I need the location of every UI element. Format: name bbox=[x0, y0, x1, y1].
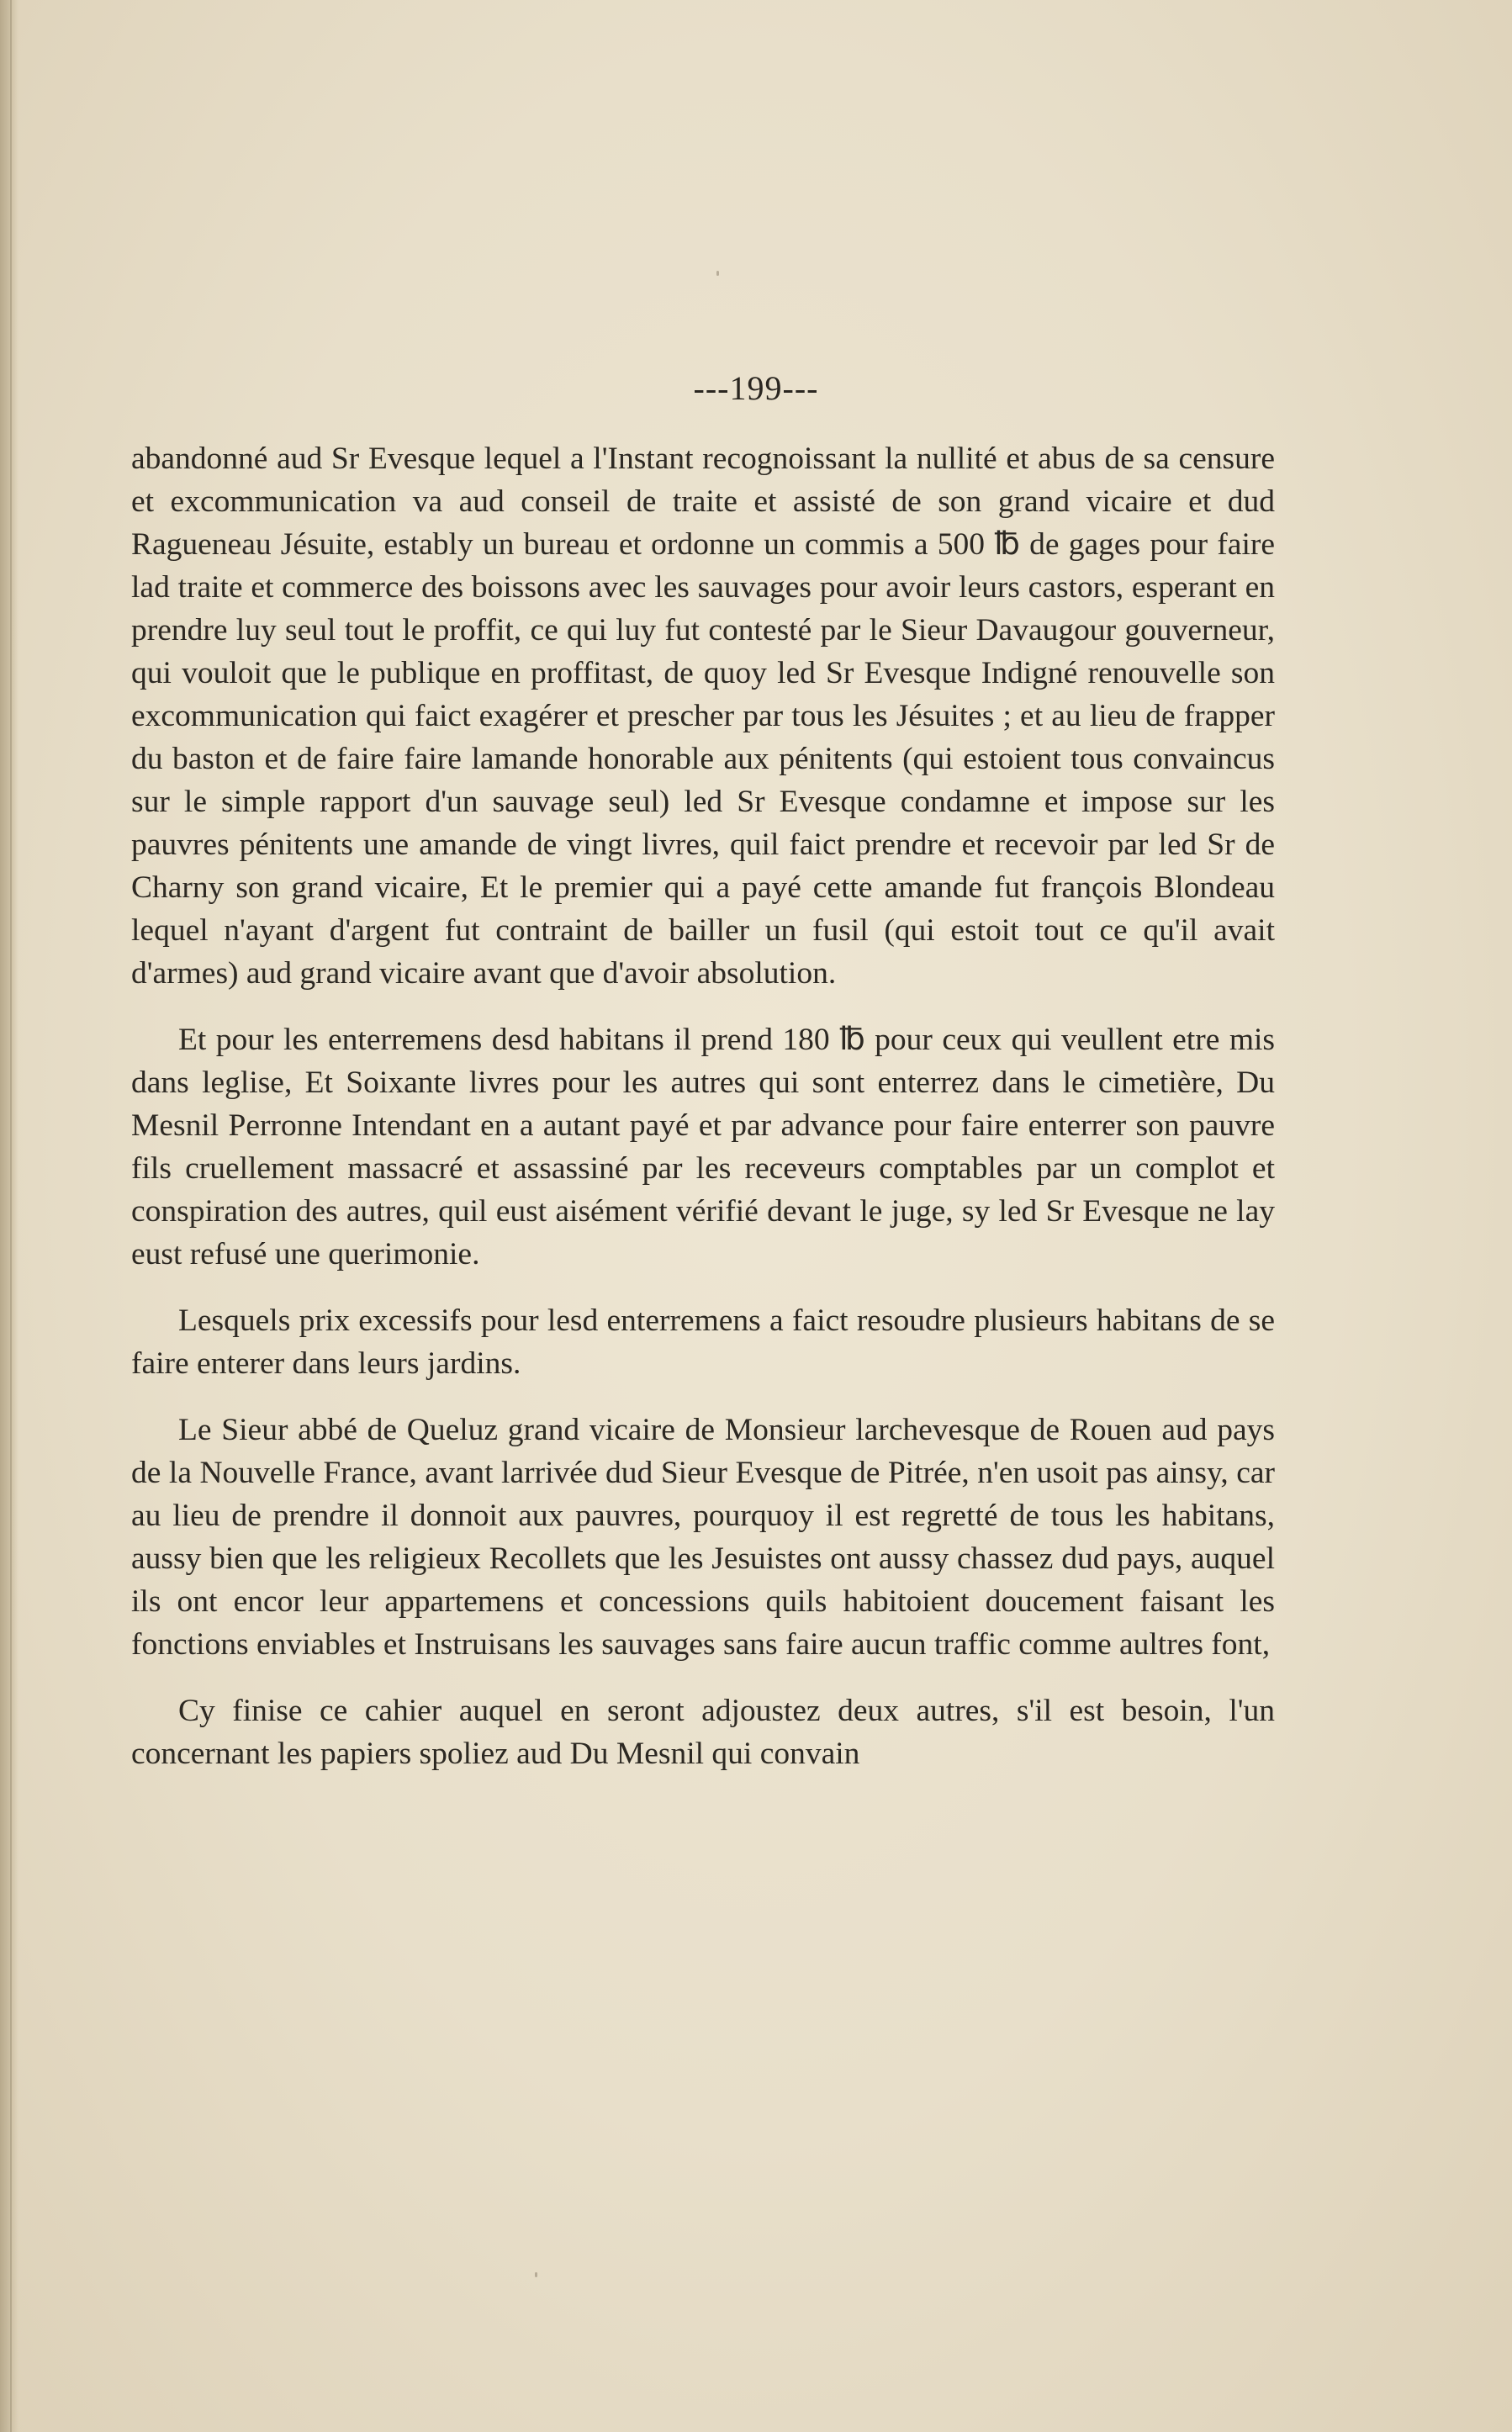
binding-edge bbox=[0, 0, 19, 2432]
paragraph-1: abandonné aud Sr Evesque lequel a l'Instant recognoissant la nullité et abus de sa censure et excommunication va aud conseil de traite et assisté de son grand vicaire et dud Ragueneau Jésuite, estably un bureau et ordonne un commis a 500 ℔ de gages pour faire lad traite et commerce des boissons avec les sauvages pour avoir leurs castors, esperant en prendre luy seul tout le proffit, ce qui luy fut contesté par le Sieur Davaugour gouverneur, qui vouloit que le publique en proffitast, de quoy led Sr Evesque Indigné renouvelle son excommunication qui faict exagérer et prescher par tous les Jésuites ; et au lieu de frapper du baston et de faire faire lamande honorable aux pénitents (qui estoient tous convaincus sur le simple rapport d'un sauvage seul) led Sr Evesque condamne et impose sur les pauvres pénitents une amande de vingt livres, quil faict prendre et recevoir par led Sr de Charny son grand vicaire, Et le premier qui a payé cette amande fut françois Blondeau lequel n'ayant d'argent fut contraint de bailler un fusil (qui estoit tout ce qu'il avait d'armes) aud grand vicaire avant que d'avoir absolution. bbox=[131, 441, 1275, 991]
paper-speck bbox=[535, 2272, 537, 2277]
paragraph-4: Le Sieur abbé de Queluz grand vicaire de Monsieur larchevesque de Rouen aud pays de la Nouvelle France, avant larrivée dud Sieur Evesque de Pitrée, n'en usoit pas ainsy, car au lieu de prendre il donnoit aux pauvres, pourquoy il est regretté de tous les habitans, aussy bien que les religieux Recollets que les Jesuistes ont aussy chassez dud pays, auquel ils ont encor leur appartemens et concessions quils habitoient doucement faisant les fonctions enviables et Instruisans les sauvages sans faire aucun traffic comme aultres font, bbox=[131, 1413, 1275, 1662]
binding-line bbox=[10, 0, 12, 2432]
paragraph-3: Lesquels prix excessifs pour lesd enterremens a faict resoudre plusieurs habitans de se faire enterer dans leurs jardins. bbox=[131, 1303, 1275, 1381]
page-number: ---199--- bbox=[693, 369, 819, 407]
paragraph-2: Et pour les enterremens desd habitans il prend 180 ℔ pour ceux qui veullent etre mis dans leglise, Et Soixante livres pour les autres qui sont enterrez dans le cimetière, Du Mesnil Perronne Intendant en a autant payé et par advance pour faire enterrer son pauvre fils cruellement massacré et assassiné par les receveurs comptables par un complot et conspiration des autres, quil eust aisément vérifié devant le juge, sy led Sr Evesque ne lay eust refusé une querimonie. bbox=[131, 1023, 1275, 1272]
paragraph-5: Cy finise ce cahier auquel en seront adjoustez deux autres, s'il est besoin, l'un concernant les papiers spoliez aud Du Mesnil qui convain bbox=[131, 1694, 1275, 1771]
paper-speck bbox=[716, 271, 719, 276]
body-text bbox=[131, 437, 1275, 1775]
